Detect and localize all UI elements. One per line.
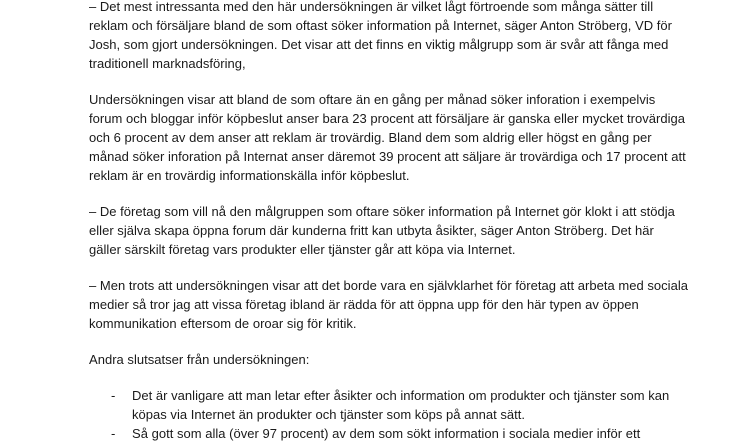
dash-bullet-icon: - — [111, 388, 116, 403]
paragraph-other-conclusions: Andra slutsatser från undersökningen: — [89, 352, 310, 367]
paragraph-quote-forums: – De företag som vill nå den målgruppen som oftare söker information på Internet gör klokt i att stödja eller själva skapa öppna forum där kunderna fritt kan utbyta åsikter, säger Anton Ströberg. Det här gäller särskilt företag vars produkter eller tjänster går att köpa via Internet. — [89, 204, 675, 257]
list-item-text: Så gott som alla (över 97 procent) av dem som sökt information i sociala medier inför ett — [132, 426, 641, 441]
conclusions-list — [89, 386, 689, 443]
list-item-text: Det är vanligare att man letar efter åsikter och information om produkter och tjänster som kan köpas via Internet än produkter och tjänster som köps på annat sätt. — [132, 388, 670, 422]
paragraph-quote-social-media: – Men trots att undersökningen visar att det borde vara en självklarhet för företag att arbeta med sociala medier så tror jag att vissa företag ibland är rädda för att öppna upp för den här typen av öppen kommunikation eftersom de oroar sig för kritik. — [89, 278, 689, 331]
list-item — [89, 386, 689, 424]
dash-bullet-icon: - — [111, 426, 116, 441]
document-body — [89, 0, 689, 443]
paragraph-survey-results: Undersökningen visar att bland de som oftare än en gång per månad söker inforation i exempelvis forum och bloggar inför köpbeslut anser bara 23 procent att försäljare är ganska eller mycket trovärdiga och 6 procent av dem anser att reklam är trovärdig. Bland dem som aldrig eller högst en gång per månad söker inforation på Internat anser däremot 39 procent att säljare är trovärdiga och 17 procent att reklam är en trovärdig informationskälla inför köpbeslut. — [89, 92, 686, 183]
paragraph-quote-intro: – Det mest intressanta med den här undersökningen är vilket lågt förtroende som många sätter till reklam och försäljare bland de som oftast söker information på Internet, säger Anton Ströberg, VD för Josh, som gjort undersökningen. Det visar att det finns en viktig målgrupp som är svår att fånga med traditionell marknadsföring, — [89, 0, 672, 71]
list-item — [89, 424, 689, 443]
